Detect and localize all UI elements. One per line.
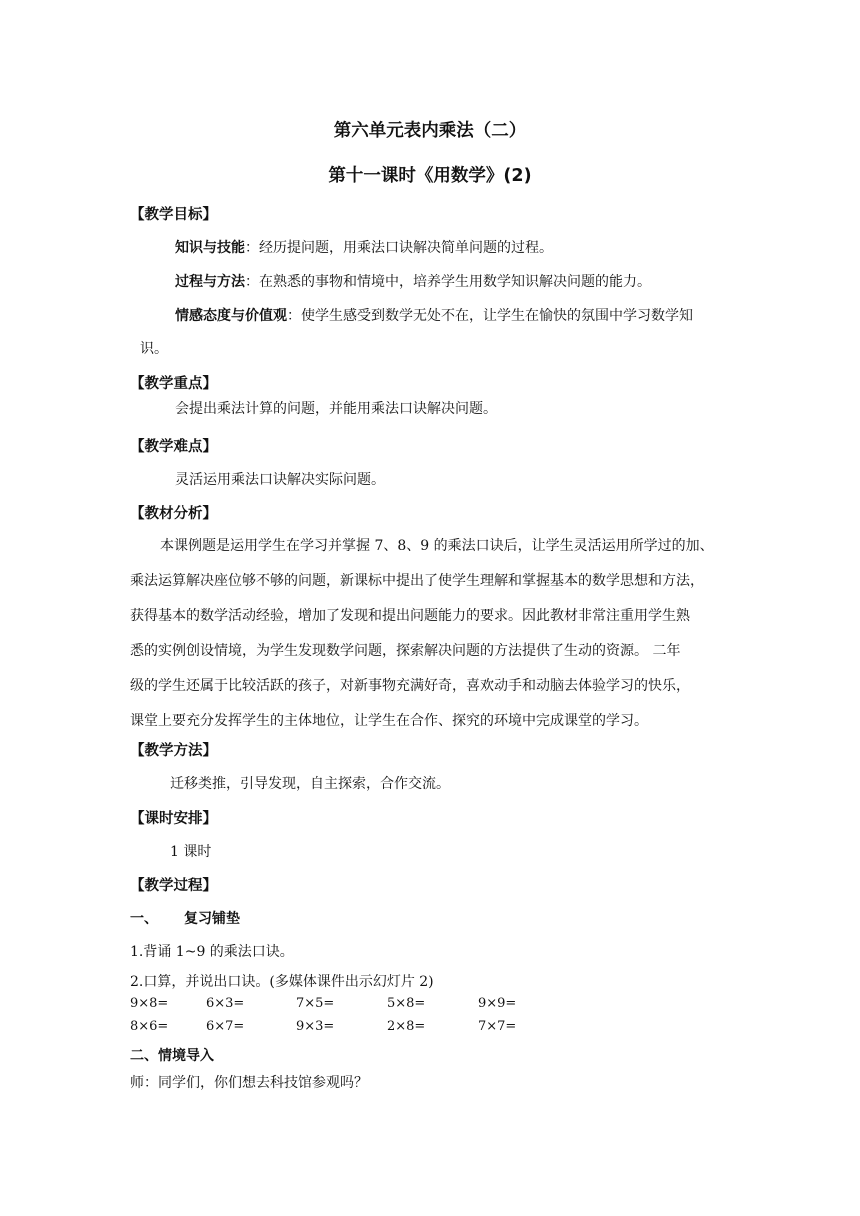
calc-item: 6×3= — [206, 996, 245, 1011]
difficulties-heading: 【教学难点】 — [130, 439, 217, 455]
calc-item: 2×8= — [387, 1019, 426, 1034]
calc-item: 8×6= — [130, 1019, 169, 1034]
analysis-line: 级的学生还属于比较活跃的孩子，对新事物充满好奇，喜欢动手和动脑去体验学习的快乐， — [130, 678, 690, 694]
analysis-line: 悉的实例创设情境，为学生发现数学问题，探索解决问题的方法提供了生动的资源。 二年 — [130, 643, 681, 659]
objective-knowledge — [175, 237, 553, 257]
objective-emotion-text: ：使学生感受到数学无处不在，让学生在愉快的氛围中学习数学知 — [287, 308, 693, 324]
page-title: 第六单元表内乘法（二） — [333, 121, 527, 141]
key-points-text: 会提出乘法计算的问题，并能用乘法口诀解决问题。 — [175, 401, 497, 417]
methods-heading: 【教学方法】 — [130, 743, 217, 759]
objective-process-label: 过程与方法 — [175, 274, 245, 290]
calc-item: 7×7= — [478, 1019, 517, 1034]
methods-text: 迁移类推，引导发现，自主探索，合作交流。 — [170, 776, 450, 792]
analysis-line: 本课例题是运用学生在学习并掌握 7、8、9 的乘法口诀后，让学生灵活运用所学过的加、 — [160, 538, 714, 554]
process-heading: 【教学过程】 — [130, 878, 217, 894]
analysis-line: 课堂上要充分发挥学生的主体地位，让学生在合作、探究的环境中完成课堂的学习。 — [130, 713, 648, 729]
analysis-line: 乘法运算解决座位够不够的问题，新课标中提出了使学生理解和掌握基本的数学思想和方法， — [130, 573, 704, 589]
calc-item: 5×8= — [387, 996, 426, 1011]
calc-item: 7×5= — [296, 996, 335, 1011]
calc-item: 6×7= — [206, 1019, 245, 1034]
step1-item-recite: 1.背诵 1~9 的乘法口诀。 — [130, 944, 294, 960]
analysis-line: 获得基本的数学活动经验，增加了发现和提出问题能力的要求。因此教材非常注重用学生熟 — [130, 608, 690, 624]
analysis-paragraph — [130, 529, 735, 739]
difficulties-text: 灵活运用乘法口诀解决实际问题。 — [175, 472, 385, 488]
objective-process — [175, 271, 651, 291]
objective-emotion-continuation: 识。 — [140, 341, 168, 357]
objective-knowledge-text: ：经历提问题，用乘法口诀解决简单问题的过程。 — [245, 240, 553, 256]
schedule-heading: 【课时安排】 — [130, 811, 217, 827]
schedule-text: 1 课时 — [170, 844, 212, 860]
step1-number: 一、 — [130, 911, 158, 927]
step2-title: 二、情境导入 — [130, 1048, 214, 1064]
objective-emotion — [175, 305, 693, 325]
lesson-subtitle: 第十一课时《用数学》(2) — [328, 166, 532, 186]
calc-item: 9×9= — [478, 996, 517, 1011]
key-points-heading: 【教学重点】 — [130, 376, 217, 392]
teacher-line: 师：同学们，你们想去科技馆参观吗？ — [130, 1075, 368, 1091]
objectives-heading: 【教学目标】 — [130, 207, 217, 223]
objective-process-text: ：在熟悉的事物和情境中，培养学生用数学知识解决问题的能力。 — [245, 274, 651, 290]
step1-title: 复习铺垫 — [184, 911, 240, 927]
objective-knowledge-label: 知识与技能 — [175, 240, 245, 256]
calc-item: 9×3= — [296, 1019, 335, 1034]
step1-item-mental-math: 2.口算，并说出口诀。(多媒体课件出示幻灯片 2) — [130, 974, 434, 990]
analysis-heading: 【教材分析】 — [130, 506, 217, 522]
objective-emotion-label: 情感态度与价值观 — [175, 308, 287, 324]
calc-item: 9×8= — [130, 996, 169, 1011]
